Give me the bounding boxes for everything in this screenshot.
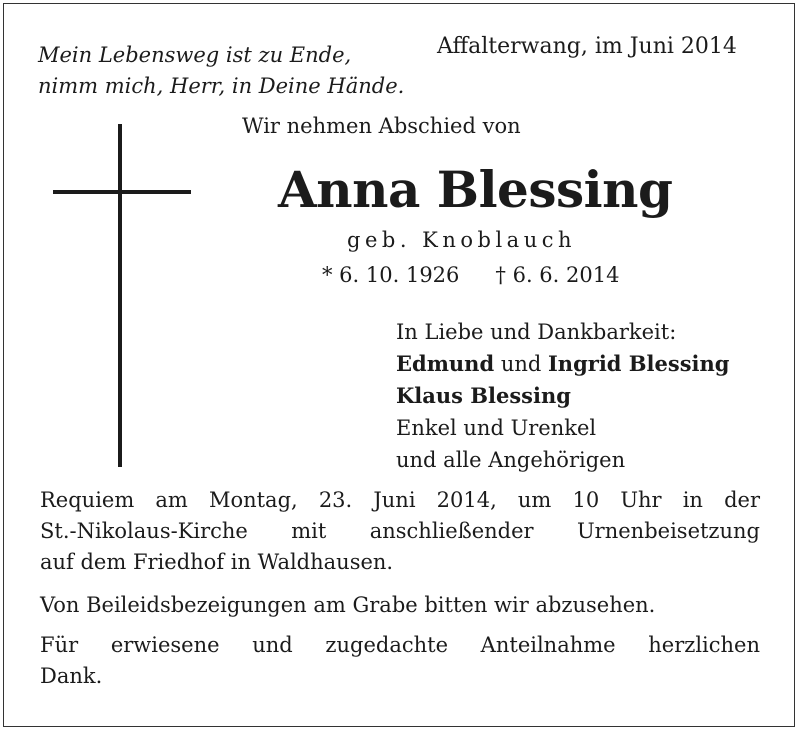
mourners-block: [396, 316, 729, 476]
mourner-edmund: Edmund: [396, 351, 495, 376]
thanks-line-2: Dank.: [40, 664, 103, 688]
mourner-line-4: und alle Angehörigen: [396, 448, 626, 472]
requiem-line-3: auf dem Friedhof in Waldhausen.: [40, 550, 394, 574]
life-dates: [322, 263, 619, 287]
mourner-and: und: [494, 352, 548, 376]
intro-text: Wir nehmen Abschied von: [242, 114, 521, 138]
thanks-text: [40, 630, 760, 692]
maiden-name: geb. Knoblauch: [347, 228, 577, 252]
death-date: † 6. 6. 2014: [495, 263, 620, 287]
cross-icon-vertical: [118, 124, 122, 467]
condolence-note: Von Beileidsbezeigungen am Grabe bitten wir abzusehen.: [40, 593, 656, 617]
mourner-line-2: [396, 380, 729, 412]
poem: [38, 40, 404, 102]
requiem-text: [40, 485, 760, 578]
mourner-line-3: Enkel und Urenkel: [396, 416, 597, 440]
birth-date: * 6. 10. 1926: [322, 263, 460, 287]
mourner-ingrid: Ingrid Blessing: [547, 351, 730, 376]
mourner-klaus: Klaus Blessing: [396, 383, 571, 408]
requiem-line-2: St.-Nikolaus-Kirche mit anschließender Urnenbeisetzung: [40, 519, 760, 543]
poem-line-1: Mein Lebensweg ist zu Ende,: [38, 43, 352, 67]
deceased-name: Anna Blessing: [278, 160, 673, 219]
place-date: Affalterwang, im Juni 2014: [437, 34, 737, 59]
mourner-line-1: [396, 348, 729, 380]
mourners-intro: In Liebe und Dankbarkeit:: [396, 320, 677, 344]
requiem-line-1: Requiem am Montag, 23. Juni 2014, um 10 Uhr in der: [40, 488, 760, 512]
cross-icon-horizontal: [53, 190, 191, 194]
poem-line-2: nimm mich, Herr, in Deine Hände.: [38, 74, 405, 98]
thanks-line-1: Für erwiesene und zugedachte Anteilnahme herzlichen: [40, 633, 760, 657]
